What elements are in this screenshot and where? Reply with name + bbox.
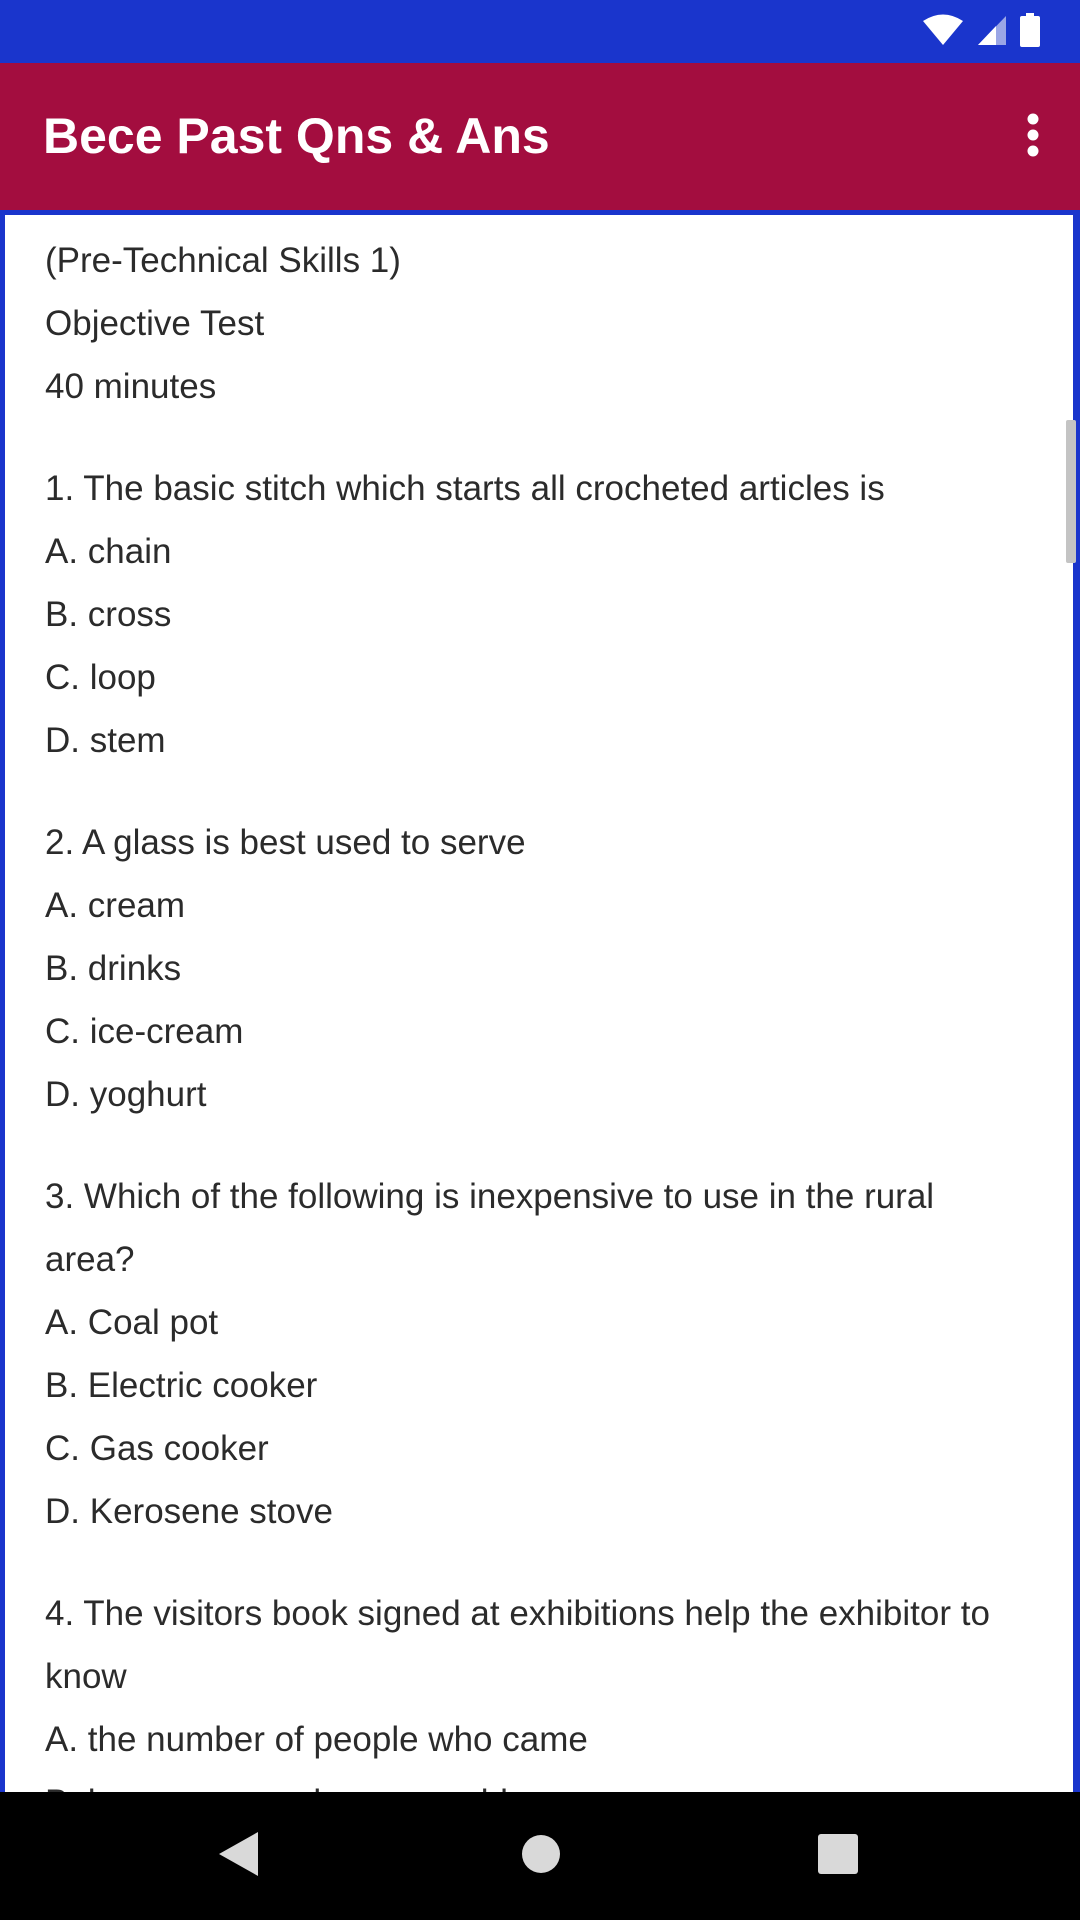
question-text: 4. The visitors book signed at exhibitions help the exhibitor to know xyxy=(45,1594,990,1696)
status-icons xyxy=(922,14,1040,50)
back-button[interactable] xyxy=(208,1826,268,1886)
recents-icon xyxy=(817,1833,859,1879)
option: B. Electric cooker xyxy=(45,1366,318,1405)
recents-button[interactable] xyxy=(808,1826,868,1886)
intro-line: Objective Test xyxy=(45,304,265,343)
option: C. Gas cooker xyxy=(45,1429,269,1468)
text-area xyxy=(45,229,1025,1873)
option: A. chain xyxy=(45,532,172,571)
scrollbar-thumb[interactable] xyxy=(1066,420,1076,563)
content-frame xyxy=(0,210,1080,1792)
overflow-menu-button[interactable] xyxy=(1000,104,1066,170)
intro-line: (Pre-Technical Skills 1) xyxy=(45,241,401,280)
wifi-icon xyxy=(922,14,964,50)
question-text: 1. The basic stitch which starts all crocheted articles is xyxy=(45,469,885,508)
option: D. Kerosene stove xyxy=(45,1492,333,1531)
question-text: 3. Which of the following is inexpensive to use in the rural area? xyxy=(45,1177,935,1279)
option: D. stem xyxy=(45,721,166,760)
option: C. ice-cream xyxy=(45,1012,244,1051)
app-title: Bece Past Qns & Ans xyxy=(43,108,550,164)
navigation-bar xyxy=(0,1792,1080,1920)
question-2 xyxy=(45,811,1025,1126)
option: A. Coal pot xyxy=(45,1303,219,1342)
intro-line: 40 minutes xyxy=(45,367,217,406)
status-bar xyxy=(0,0,1080,63)
home-icon xyxy=(521,1834,561,1878)
option: C. loop xyxy=(45,658,156,697)
home-button[interactable] xyxy=(511,1826,571,1886)
question-3 xyxy=(45,1165,1025,1543)
intro-block xyxy=(45,229,1025,418)
option: A. the number of people who came xyxy=(45,1720,588,1759)
battery-icon xyxy=(1020,13,1040,51)
option: B. drinks xyxy=(45,949,182,988)
option: B. cross xyxy=(45,595,172,634)
app-bar xyxy=(0,63,1080,210)
option: D. yoghurt xyxy=(45,1075,207,1114)
signal-icon xyxy=(976,14,1008,50)
more-vert-icon xyxy=(1027,113,1039,161)
question-content[interactable] xyxy=(5,215,1073,1797)
option: A. cream xyxy=(45,886,186,925)
question-text: 2. A glass is best used to serve xyxy=(45,823,526,862)
back-icon xyxy=(216,1830,260,1882)
question-1 xyxy=(45,457,1025,772)
